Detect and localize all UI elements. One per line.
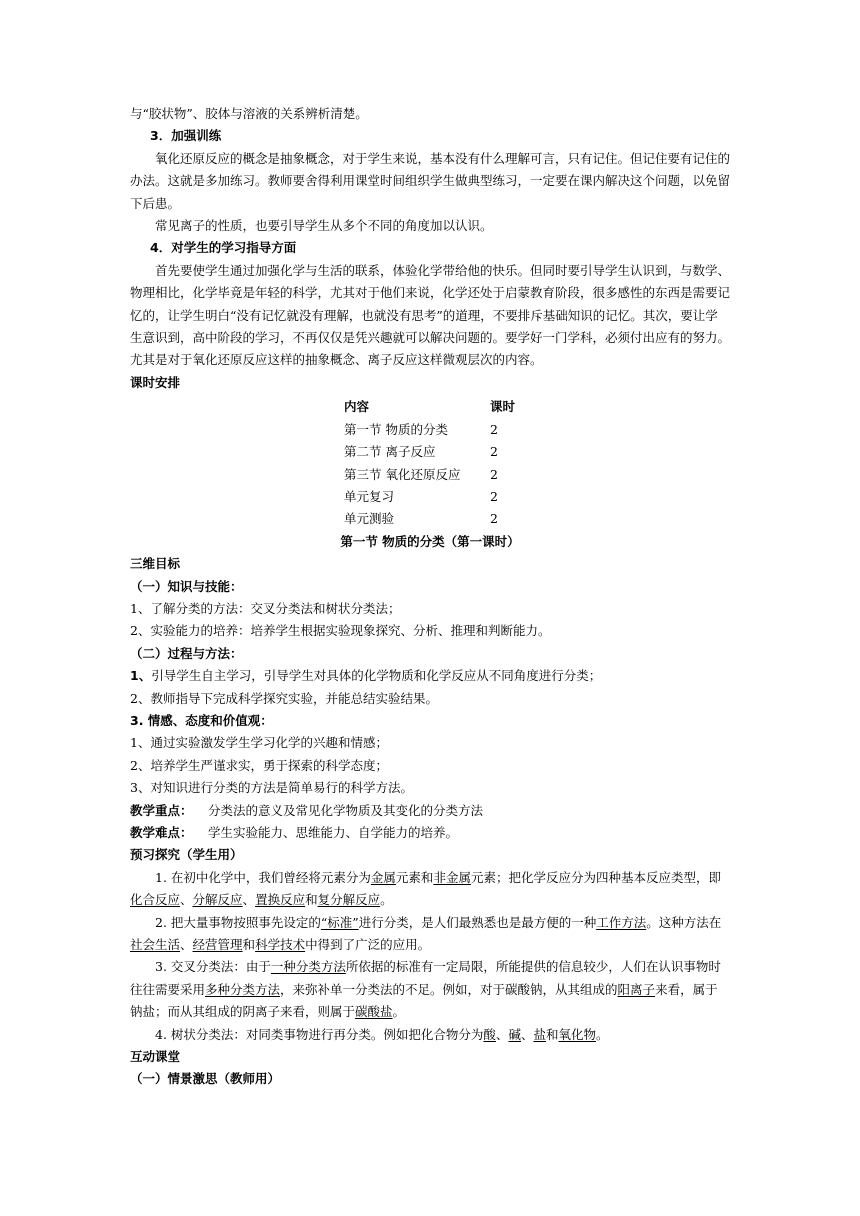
text-run: 。这种方法在: [646, 914, 722, 930]
schedule-cell-hours: 2: [490, 421, 498, 437]
answer-blank: “标准”: [320, 914, 359, 930]
table-row: [344, 441, 515, 463]
paragraph-continuation: 与“胶状物”、胶体与溶液的关系辨析清楚。: [130, 106, 368, 121]
list-item: 3、对知识进行分类的方法是简单易行的科学方法。: [130, 780, 413, 796]
answer-blank: 复分解反应: [317, 892, 381, 908]
schedule-table: [344, 396, 515, 530]
table-row: [344, 419, 515, 441]
schedule-header-hours: 课时: [490, 399, 516, 415]
list-item: [130, 665, 730, 687]
answer-blank: 非金属: [433, 869, 471, 885]
text-run: 2. 把大量事物按照事先设定的: [155, 914, 321, 930]
list-item: 2、教师指导下完成科学探究实验，并能总结实验结果。: [130, 690, 438, 706]
answer-blank: 氧化物: [558, 1026, 597, 1042]
text-run: 4. 树状分类法：对同类事物进行再分类。例如把化合物分为: [155, 1026, 484, 1042]
list-number: 1、: [130, 668, 152, 684]
answer-blank: 盐: [533, 1026, 546, 1042]
preview-question-1: [130, 867, 730, 912]
preview-question-4: [130, 1024, 730, 1046]
schedule-cell-content: 第三节 氧化还原反应: [344, 466, 461, 482]
list-item: 1、了解分类的方法：交叉分类法和树状分类法；: [130, 600, 401, 616]
answer-blank: 碳酸盐: [355, 1004, 393, 1020]
key-point-text: 分类法的意义及常见化学物质及其变化的分类方法: [208, 802, 484, 818]
text-run: 、: [242, 892, 256, 908]
text-run: 、: [180, 892, 193, 908]
text-run: 。: [596, 1026, 609, 1042]
answer-blank: 经营管理: [192, 937, 243, 953]
answer-blank: 分解反应: [192, 892, 243, 908]
difficulty-label: 教学难点：: [130, 825, 193, 840]
preview-question-3: [130, 956, 730, 1023]
schedule-cell-hours: 2: [490, 511, 498, 527]
heading-study-guidance: 4．对学生的学习指导方面: [150, 240, 297, 256]
paragraph-ion-properties: 常见离子的性质，也要引导学生从多个不同的角度加以认识。: [155, 218, 493, 234]
teaching-difficulty: [130, 822, 730, 844]
answer-blank: 酸: [483, 1026, 496, 1042]
text-run: 和: [242, 937, 256, 953]
text-run: 和: [305, 892, 318, 908]
answer-blank: 置换反应: [255, 892, 306, 908]
text-run: 、: [495, 1026, 509, 1042]
teaching-key-point: [130, 800, 730, 822]
answer-blank: 工作方法: [596, 914, 647, 930]
schedule-cell-hours: 2: [490, 488, 498, 504]
heading-three-goals: 三维目标: [130, 556, 181, 572]
preview-question-2: [130, 912, 730, 957]
difficulty-text: 学生实验能力、思维能力、自学能力的培养。: [208, 825, 459, 840]
heading-emotion-values: 3. 情感、态度和价值观：: [130, 712, 273, 728]
answer-blank: 化合反应: [130, 892, 181, 908]
table-row: [344, 508, 515, 530]
table-row: [344, 486, 515, 508]
text-run: 和: [545, 1026, 559, 1042]
text-run: ，来弥补单一分类法的不足。例如，对于碳酸钠，从其组成的: [280, 981, 618, 997]
heading-schedule: 课时安排: [130, 374, 181, 390]
answer-blank: 碱: [508, 1026, 521, 1042]
section-title: 第一节 物质的分类（第一课时）: [340, 533, 520, 549]
text-run: 中得到了广泛的应用。: [305, 937, 431, 953]
schedule-cell-content: 第一节 物质的分类: [344, 421, 448, 437]
text-run: 、: [180, 937, 193, 953]
list-item: 2、实验能力的培养：培养学生根据实验现象探究、分析、推理和判断能力。: [130, 623, 551, 639]
schedule-cell-content: 第二节 离子反应: [344, 444, 436, 460]
text-run: 3. 交叉分类法：由于: [155, 959, 271, 975]
answer-blank: 多种分类方法: [205, 981, 281, 997]
text-run: 。: [392, 1004, 406, 1020]
text-run: 所依据的标准有一定局限，所能提供的信息较少，人们在认识事物时往往需要采用: [130, 959, 721, 997]
schedule-cell-hours: 2: [490, 444, 498, 460]
list-text: 引导学生自主学习，引导学生对具体的化学物质和化学反应从不同角度进行分类；: [151, 668, 602, 684]
text-run: 进行分类，是人们最熟悉也是最方便的一种: [358, 914, 597, 930]
text-run: 、: [520, 1026, 534, 1042]
document-body: [130, 103, 730, 1091]
heading-strengthen-training: 3．加强训练: [150, 128, 222, 144]
text-run: 。: [380, 892, 393, 908]
list-item: 1、通过实验激发学生学习化学的兴趣和情感；: [130, 735, 388, 751]
schedule-cell-hours: 2: [490, 466, 498, 482]
text-run: 来看，属于钠盐；而从其组成的阴离子来看，则属于: [130, 981, 718, 1020]
answer-blank: 一种分类方法: [270, 959, 346, 975]
text-run: 元素；把化学反应分为四种基本反应类型，即: [470, 869, 721, 885]
heading-interactive-class: 互动课堂: [130, 1049, 181, 1065]
answer-blank: 阳离子: [617, 981, 656, 997]
schedule-cell-content: 单元复习: [344, 488, 395, 504]
schedule-cell-content: 单元测验: [344, 511, 395, 527]
answer-blank: 科学技术: [255, 937, 306, 953]
list-item: 2、培养学生严谨求实，勇于探索的科学态度；: [130, 757, 388, 773]
heading-preview: 预习探究（学生用）: [130, 847, 243, 863]
schedule-header-content: 内容: [344, 399, 370, 415]
paragraph-study-guidance: 首先要使学生通过加强化学与生活的联系，体验化学带给他的快乐。但同时要引导学生认识到，与数学、物理相比，化学毕竟是年轻的科学，尤其对于他们来说，化学还处于启蒙教育阶段，很多感性的东西是需要记忆的，让学生明白“没有记忆就没有理解，也就没有思考”的道理，不要排斥基础知识的记忆。其次，要让学生意识到，高中阶段的学习，不再仅仅是凭兴趣就可以解决问题的。要学好一门学科，必须付出应有的努力。尤其是对于氧化还原反应这样的抽象概念、离子反应这样微观层次的内容。: [130, 262, 731, 368]
schedule-header-row: [344, 396, 515, 418]
key-point-label: 教学重点：: [130, 802, 193, 818]
heading-process-method: （二）过程与方法：: [130, 645, 243, 661]
heading-scene-inspiration: （一）情景激思（教师用）: [130, 1071, 281, 1087]
heading-knowledge-skills: （一）知识与技能：: [130, 578, 243, 594]
paragraph-redox-concept: 氧化还原反应的概念是抽象概念，对于学生来说，基本没有什么理解可言，只有记住。但记住要有记住的办法。这就是多加练习。教师要舍得利用课堂时间组织学生做典型练习，一定要在课内解决这个问题，以免留下后患。: [130, 150, 731, 211]
text-run: 1. 在初中化学中，我们曾经将元素分为: [155, 869, 371, 885]
table-row: [344, 464, 515, 486]
answer-blank: 金属: [370, 869, 396, 885]
text-run: 元素和: [395, 869, 434, 885]
answer-blank: 社会生活: [130, 937, 181, 953]
